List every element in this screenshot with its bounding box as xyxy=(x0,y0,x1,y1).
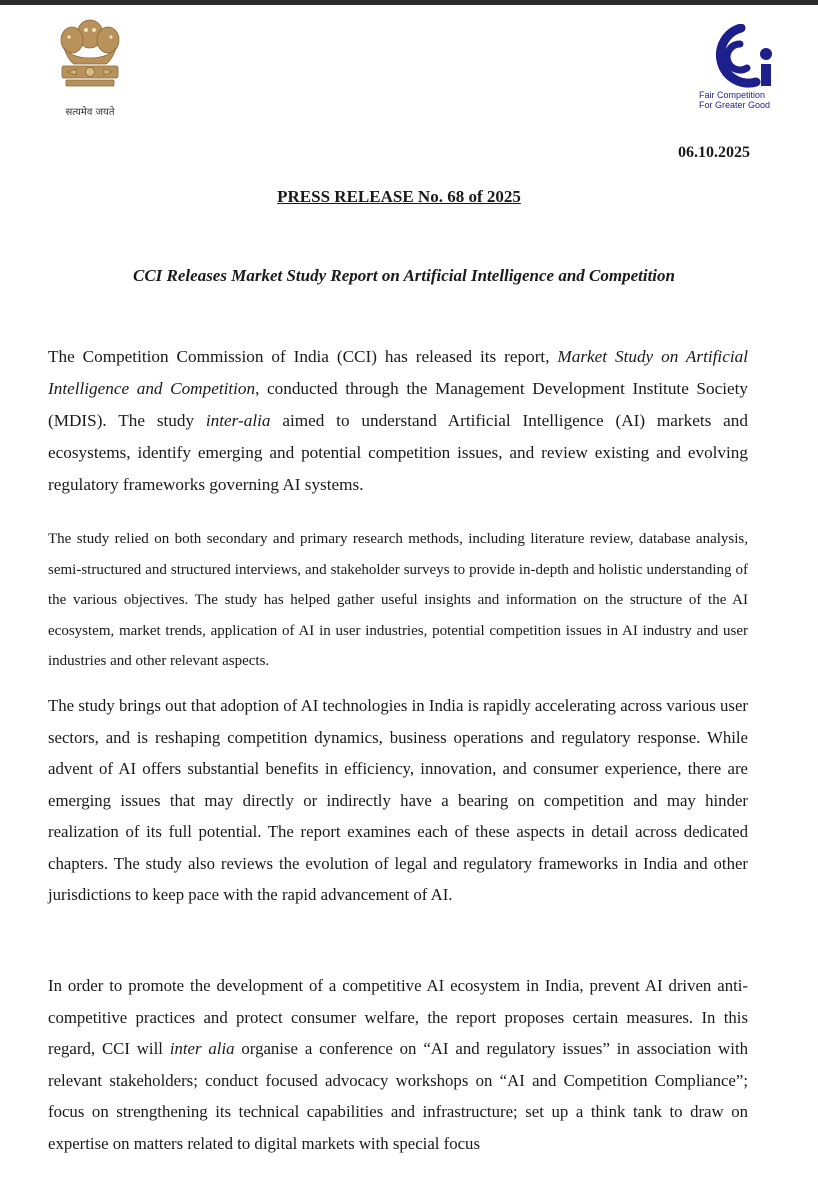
lion-capital-icon xyxy=(50,14,130,104)
emblem-motto: सत्यमेव जयते xyxy=(65,107,115,118)
top-border xyxy=(0,0,818,5)
paragraph-4: In order to promote the development of a competitive AI ecosystem in India, prevent AI driven anti-competitive practices and protect consumer welfare, the report proposes certain measures. In this regard, CCI will inter alia organise a conference on “AI and regulatory issues” in association with relevant stakeholders; conduct focused advocacy workshops on “AI and Competition Compliance”; focus on strengthening its technical capabilities and infrastructure; set up a think tank to draw on expertise on matters related to digital markets with special focus xyxy=(48,976,749,1153)
press-release-title: PRESS RELEASE No. 68 of 2025 xyxy=(277,187,521,206)
national-emblem xyxy=(40,14,140,124)
logo-tagline-2: For Greater Good xyxy=(699,100,771,110)
paragraph-1: The Competition Commission of India (CCI) has released its report, Market Study on Artificial Intelligence and Competition, conducted through the Management Development Institute Society (MDIS). The study inter-alia aimed to understand Artificial Intelligence (AI) markets and ecosystems, identify emerging and potential competition issues, and review existing and evolving regulatory frameworks governing AI systems. xyxy=(48,347,748,494)
release-date: 06.10.2025 xyxy=(678,144,750,161)
logo-tagline-1: Fair Competition xyxy=(699,90,766,100)
cci-logo-icon xyxy=(694,24,784,90)
press-release-subtitle: CCI Releases Market Study Report on Artificial Intelligence and Competition xyxy=(133,266,675,285)
report-title: Market Study on Artificial Intelligence and Competition xyxy=(48,347,748,398)
cci-logo xyxy=(688,24,788,120)
paragraph-2: The study relied on both secondary and primary research methods, including literature review, database analysis, semi-structured and structured interviews, and stakeholder surveys to provide in-depth and holistic understanding of the various objectives. The study has helped gather useful insights and information on the structure of the AI ecosystem, market trends, application of AI in user industries, potential competition issues in AI industry and user industries and other relevant aspects. xyxy=(48,531,748,669)
paragraph-3: The study brings out that adoption of AI technologies in India is rapidly accelerating across various user sectors, and is reshaping competition dynamics, business operations and regulatory response. While advent of AI offers substantial benefits in efficiency, innovation, and consumer experience, there are emerging issues that may directly or indirectly have a bearing on competition and may hinder realization of its full potential. The report examines each of these aspects in detail across dedicated chapters. The study also reviews the evolution of legal and regulatory frameworks in India and other jurisdictions to keep pace with the rapid advancement of AI. xyxy=(48,696,748,904)
